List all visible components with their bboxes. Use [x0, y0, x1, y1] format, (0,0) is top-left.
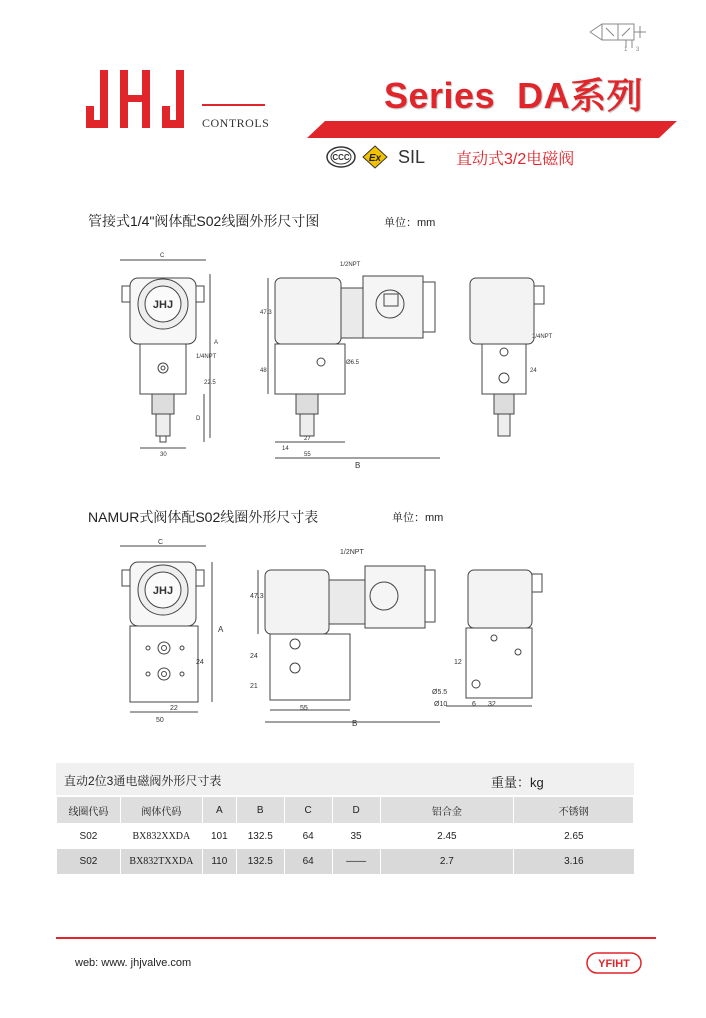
- col-header: B: [236, 797, 284, 824]
- col-header: 不锈钢: [514, 797, 634, 824]
- table-cell: 101: [202, 824, 236, 850]
- table-title: 直动2位3通电磁阀外形尺寸表: [64, 774, 222, 788]
- col-header: 阀体代码: [120, 797, 202, 824]
- table-cell: 132.5: [236, 824, 284, 850]
- svg-text:6: 6: [472, 701, 476, 708]
- svg-text:22: 22: [170, 705, 178, 712]
- svg-text:CCC: CCC: [332, 153, 350, 162]
- svg-text:Ø6.5: Ø6.5: [346, 360, 360, 366]
- table-cell: 110: [202, 849, 236, 874]
- svg-text:12: 12: [454, 659, 462, 666]
- svg-text:1/4NPT: 1/4NPT: [196, 354, 217, 360]
- section2-drawing: [100, 538, 560, 738]
- table-cell: 132.5: [236, 849, 284, 874]
- svg-text:24: 24: [250, 653, 258, 660]
- col-header: 铝合金: [380, 797, 514, 824]
- svg-text:B: B: [355, 461, 361, 470]
- svg-text:C: C: [160, 253, 165, 259]
- svg-text:24: 24: [530, 368, 537, 374]
- svg-text:1/2NPT: 1/2NPT: [340, 549, 364, 556]
- section2-title: NAMUR式阀体配S02线圈外形尺寸表: [88, 509, 319, 525]
- table-header-row: [57, 797, 634, 824]
- table-row: [57, 849, 634, 874]
- ex-cert-icon: [362, 145, 388, 169]
- certification-row: [326, 144, 425, 170]
- table-cell: 35: [332, 824, 380, 850]
- table-cell: BX832TXXDA: [120, 849, 202, 874]
- footer-web-link[interactable]: web: www. jhjvalve.com: [75, 957, 192, 969]
- svg-text:1: 1: [624, 47, 628, 52]
- valve-type-title: 直动式3/2电磁阀: [456, 151, 575, 168]
- svg-text:32: 32: [488, 701, 496, 708]
- svg-text:48: 48: [260, 368, 267, 374]
- table-cell: ——: [332, 849, 380, 874]
- ccc-cert-icon: [326, 146, 356, 168]
- svg-text:Ø5.5: Ø5.5: [432, 689, 448, 696]
- series-title: Series DA系列: [384, 75, 644, 116]
- valve-symbol-icon: [588, 18, 650, 52]
- logo-subtitle: CONTROLS: [202, 116, 270, 130]
- svg-text:3: 3: [636, 47, 640, 52]
- svg-text:A: A: [214, 340, 219, 346]
- col-header: 线圈代码: [57, 797, 121, 824]
- table-cell: BX832XXDA: [120, 824, 202, 850]
- svg-text:50: 50: [156, 717, 164, 724]
- sil-cert-label: SIL: [398, 146, 426, 167]
- svg-text:Ø10: Ø10: [434, 701, 448, 708]
- section1-unit: 单位：mm: [384, 217, 436, 229]
- svg-text:21: 21: [250, 683, 258, 690]
- table-cell: S02: [57, 849, 121, 874]
- table-weight-unit: 重量：kg: [491, 775, 544, 790]
- svg-text:B: B: [352, 719, 358, 728]
- footer-divider: [56, 937, 656, 939]
- table-cell: S02: [57, 824, 121, 850]
- section1-drawing: [100, 244, 560, 474]
- table-cell: 3.16: [514, 849, 634, 874]
- section1-title: 管接式1/4"阀体配S02线圈外形尺寸图: [88, 213, 320, 229]
- yfiht-badge-icon: [586, 952, 642, 974]
- svg-text:24: 24: [196, 659, 204, 666]
- svg-text:Ex: Ex: [368, 153, 382, 164]
- section2-unit: 单位：mm: [392, 512, 444, 524]
- svg-text:47.3: 47.3: [250, 593, 264, 600]
- svg-text:A: A: [218, 625, 224, 634]
- table-cell: 64: [284, 824, 332, 850]
- svg-text:JHJ: JHJ: [152, 299, 174, 311]
- svg-text:30: 30: [160, 452, 167, 458]
- title-underline-band: [307, 121, 677, 138]
- spec-table: [56, 796, 634, 874]
- svg-text:JHJ: JHJ: [152, 585, 174, 597]
- svg-text:C: C: [158, 539, 164, 546]
- svg-text:27: 27: [304, 436, 311, 442]
- table-row: [57, 824, 634, 850]
- col-header: A: [202, 797, 236, 824]
- svg-text:55: 55: [300, 705, 308, 712]
- table-cell: 2.65: [514, 824, 634, 850]
- svg-text:D: D: [196, 416, 201, 422]
- svg-text:22.5: 22.5: [204, 380, 216, 386]
- svg-text:47.3: 47.3: [260, 310, 272, 316]
- table-cell: 2.45: [380, 824, 514, 850]
- svg-text:1/4NPT: 1/4NPT: [532, 334, 553, 340]
- col-header: D: [332, 797, 380, 824]
- jhj-logo-mark: [84, 66, 194, 136]
- svg-text:14: 14: [282, 446, 289, 452]
- brand-logo: [84, 66, 274, 138]
- svg-text:YFIHT: YFIHT: [598, 958, 630, 970]
- svg-text:1/2NPT: 1/2NPT: [340, 262, 361, 268]
- table-cell: 64: [284, 849, 332, 874]
- col-header: C: [284, 797, 332, 824]
- table-cell: 2.7: [380, 849, 514, 874]
- svg-text:55: 55: [304, 452, 311, 458]
